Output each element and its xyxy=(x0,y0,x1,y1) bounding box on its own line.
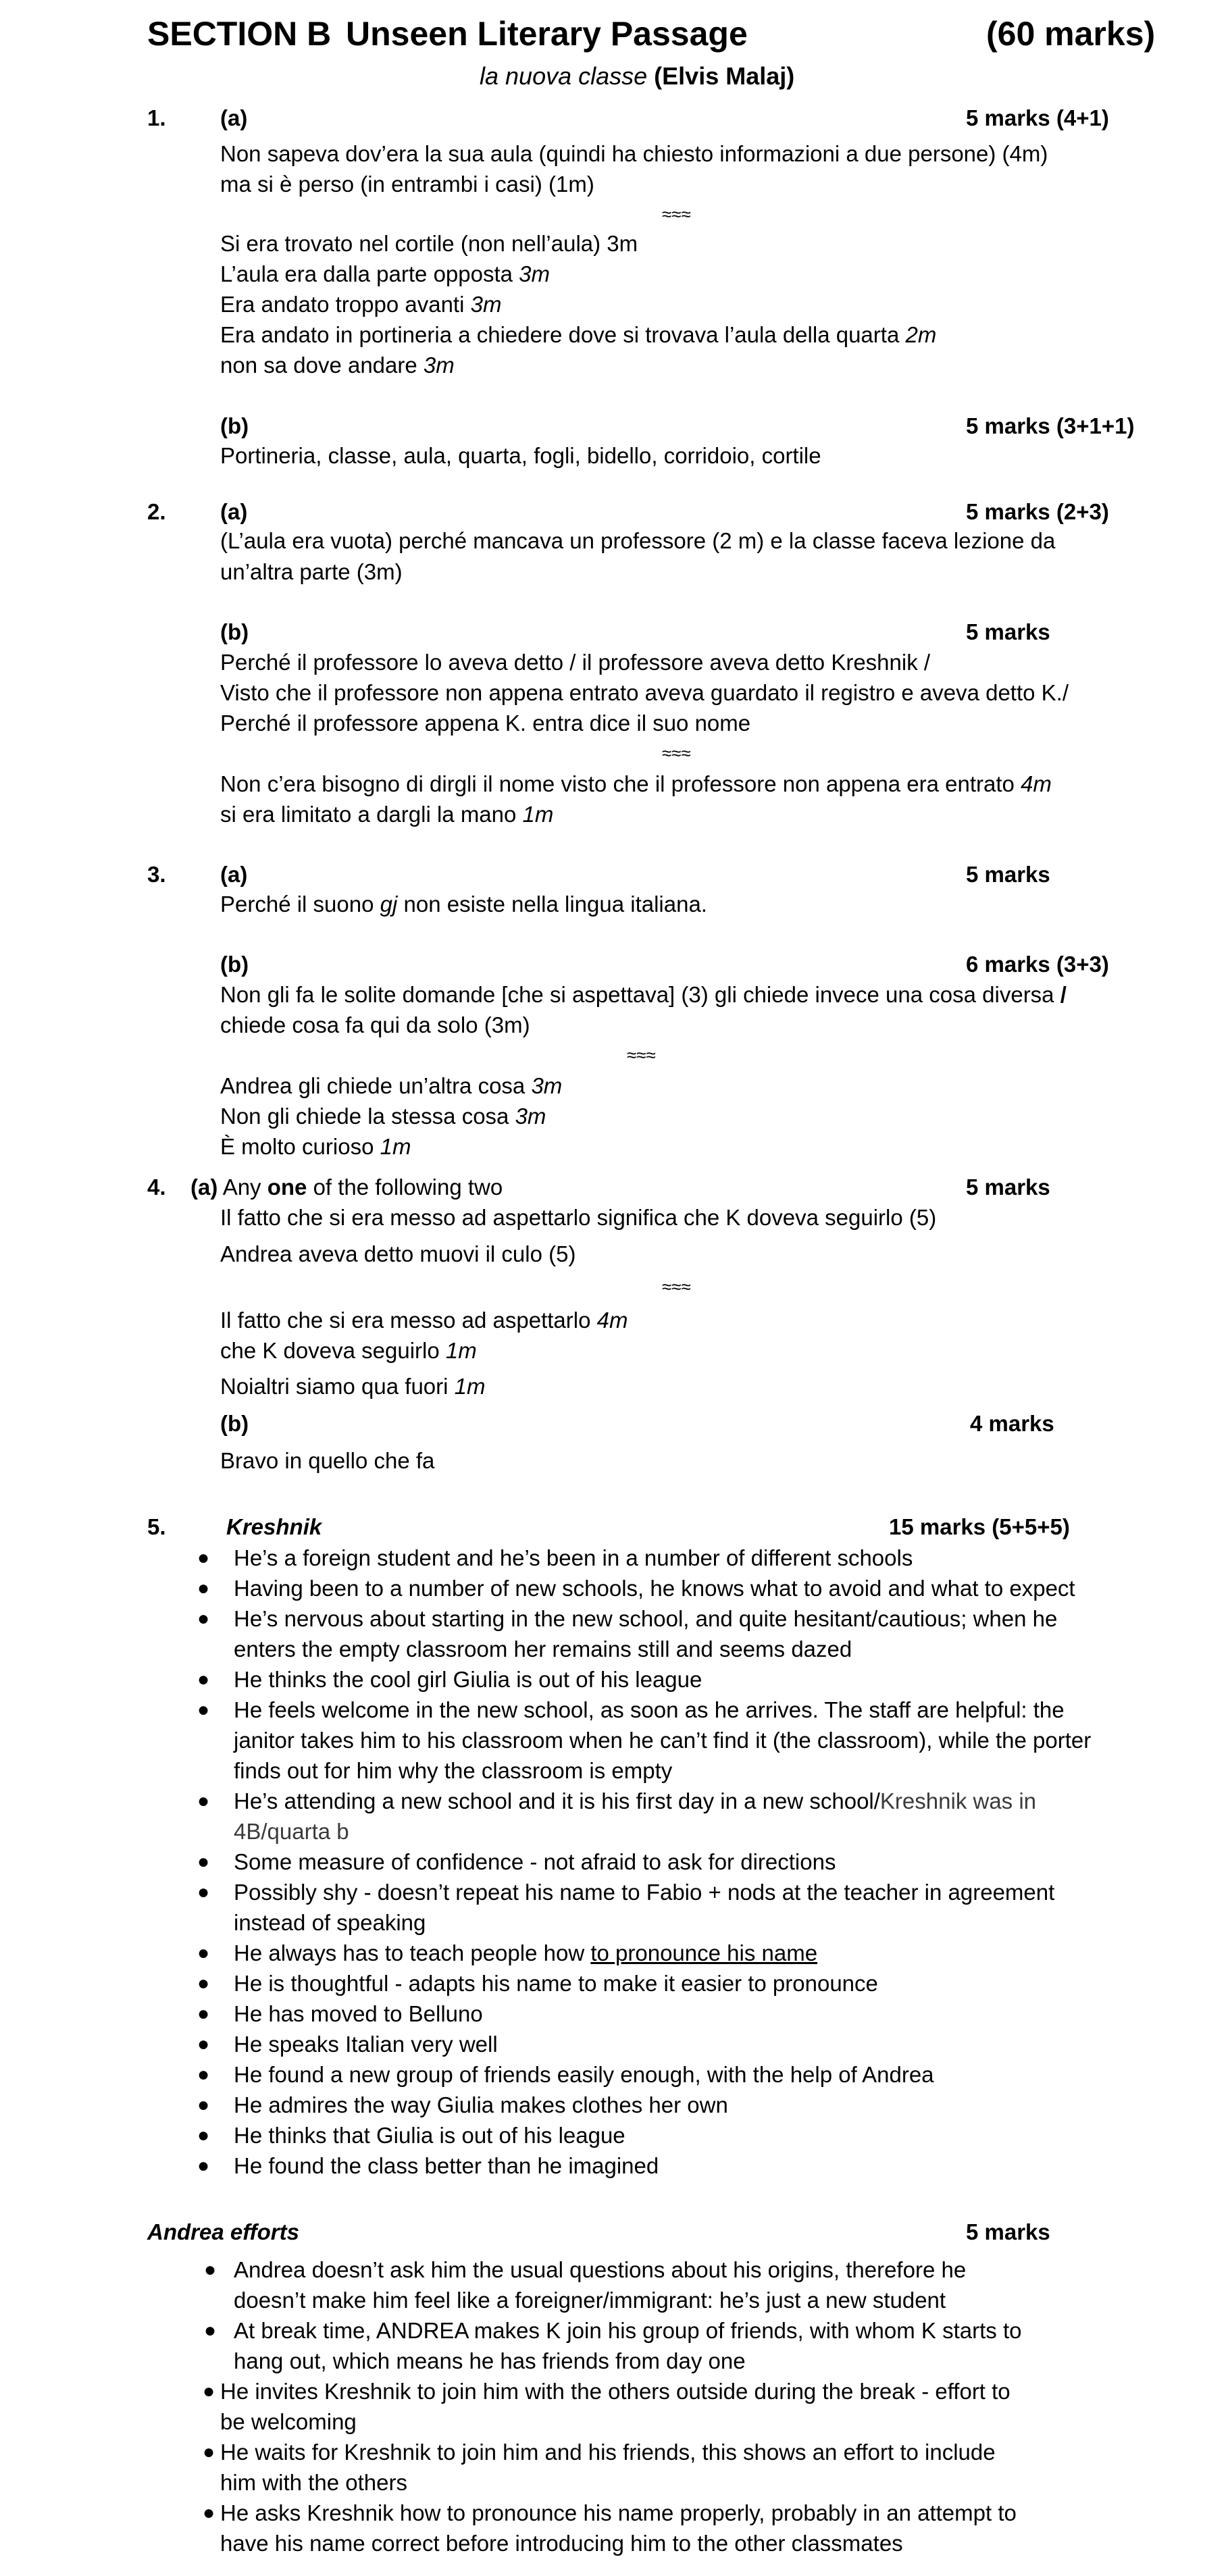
bullet-icon: ● xyxy=(204,2319,217,2342)
q2b-answer-line: Perché il professore lo aveva detto / il professore aveva detto Kreshnik / xyxy=(220,650,931,675)
q1a-alt-line: Si era trovato nel cortile (non nell’aula) 3m xyxy=(220,231,638,256)
bullet-icon: ● xyxy=(197,2155,210,2177)
list-item: He speaks Italian very well xyxy=(234,2032,498,2057)
list-item: He thinks that Giulia is out of his league xyxy=(234,2123,625,2148)
andrea-efforts-marks: 5 marks xyxy=(966,2219,1050,2244)
q5-title: Kreshnik xyxy=(226,1514,322,1539)
bullet-icon: ● xyxy=(203,2380,215,2402)
list-item: He waits for Kreshnik to join him and his friends, this shows an effort to include xyxy=(220,2440,996,2465)
q3b-answer-line: Non gli fa le solite domande [che si aspettava] (3) gli chiede invece una cosa diversa / xyxy=(220,982,1067,1007)
bullet-icon: ● xyxy=(197,2063,210,2086)
q4a-intro: (a) Any one of the following two xyxy=(190,1175,503,1200)
bullet-icon: ● xyxy=(203,2441,215,2463)
list-item: He found the class better than he imagined xyxy=(234,2153,659,2178)
q3-number: 3. xyxy=(147,862,166,887)
q3b-marks: 6 marks (3+3) xyxy=(966,952,1109,977)
passage-subtitle xyxy=(480,61,794,92)
alternative-separator: ≈≈≈ xyxy=(662,204,691,224)
bullet-icon: ● xyxy=(197,1577,210,1599)
list-item: Andrea doesn’t ask him the usual questions about his origins, therefore he xyxy=(234,2257,967,2282)
q1a-alt-line: non sa dove andare 3m xyxy=(220,353,455,378)
list-item: He’s attending a new school and it is his first day in a new school/Kreshnik was in xyxy=(234,1788,1037,1813)
andrea-efforts-title: Andrea efforts xyxy=(147,2219,299,2244)
q1b-marks: 5 marks (3+1+1) xyxy=(966,413,1135,438)
q1a-answer-line: ma si è perso (in entrambi i casi) (1m) xyxy=(220,172,594,197)
q1-number: 1. xyxy=(147,105,166,130)
list-item-continuation: instead of speaking xyxy=(234,1910,426,1935)
bullet-icon: ● xyxy=(197,1942,210,1964)
list-item: He has moved to Belluno xyxy=(234,2001,483,2026)
q2b-marks: 5 marks xyxy=(966,619,1050,644)
q1a-alt-line: L’aula era dalla parte opposta 3m xyxy=(220,261,551,286)
q2a-answer-line: (L’aula era vuota) perché mancava un professore (2 m) e la classe faceva lezione da xyxy=(220,528,1056,553)
list-item-continuation: finds out for him why the classroom is empty xyxy=(234,1758,673,1783)
list-item: He always has to teach people how to pronounce his name xyxy=(234,1940,818,1965)
list-item-continuation: be welcoming xyxy=(220,2409,357,2434)
bullet-icon: ● xyxy=(197,2094,210,2116)
q2a-label: (a) xyxy=(220,499,248,524)
list-item-continuation: enters the empty classroom her remains still and seems dazed xyxy=(234,1637,852,1661)
bullet-icon: ● xyxy=(197,1547,210,1569)
q2b-alt-line: Non c’era bisogno di dirgli il nome visto che il professore non appena era entrato 4m xyxy=(220,771,1052,796)
q4b-label: (b) xyxy=(220,1411,249,1436)
page-title: Unseen Literary Passage xyxy=(346,15,748,53)
q1a-alt-line: Era andato troppo avanti 3m xyxy=(220,292,502,317)
bullet-icon: ● xyxy=(197,2124,210,2146)
bullet-icon: ● xyxy=(203,2502,215,2524)
bullet-icon: ● xyxy=(197,1699,210,1721)
q4a-answer-line: Il fatto che si era messo ad aspettarlo significa che K doveva seguirlo (5) xyxy=(220,1205,937,1230)
q2b-answer-line: Perché il professore appena K. entra dice il suo nome xyxy=(220,711,751,736)
bullet-icon: ● xyxy=(197,2003,210,2025)
q3b-alt-line: Non gli chiede la stessa cosa 3m xyxy=(220,1104,546,1129)
q4b-answer-line: Bravo in quello che fa xyxy=(220,1448,435,1473)
list-item: He admires the way Giulia makes clothes her own xyxy=(234,2092,728,2117)
q4a-alt-line: che K doveva seguirlo 1m xyxy=(220,1338,477,1363)
q1b-answer-line: Portineria, classe, aula, quarta, fogli, bidello, corridoio, cortile xyxy=(220,443,821,468)
alternative-separator: ≈≈≈ xyxy=(662,743,691,763)
list-item-continuation: 4B/quarta b xyxy=(234,1819,349,1844)
bullet-icon: ● xyxy=(197,1607,210,1630)
passage-title: la nuova classe xyxy=(480,62,648,90)
q2b-alt-line: si era limitato a dargli la mano 1m xyxy=(220,802,554,827)
list-item: He’s nervous about starting in the new school, and quite hesitant/cautious; when he xyxy=(234,1606,1058,1631)
list-item: At break time, ANDREA makes K join his group of friends, with whom K starts to xyxy=(234,2318,1022,2343)
total-marks: (60 marks) xyxy=(986,15,1156,53)
q4a-alt-line: Noialtri siamo qua fuori 1m xyxy=(220,1374,486,1399)
q1a-alt-line: Era andato in portineria a chiedere dove si trovava l’aula della quarta 2m xyxy=(220,322,937,347)
list-item-continuation: have his name correct before introducing him to the other classmates xyxy=(220,2531,903,2556)
list-item: He invites Kreshnik to join him with the others outside during the break - effort to xyxy=(220,2379,1010,2404)
q5-number: 5. xyxy=(147,1514,166,1539)
q1a-marks: 5 marks (4+1) xyxy=(966,105,1109,130)
list-item: Possibly shy - doesn’t repeat his name to Fabio + nods at the teacher in agreement xyxy=(234,1880,1055,1905)
q2b-answer-line: Visto che il professore non appena entrato aveva guardato il registro e aveva detto K./ xyxy=(220,680,1069,705)
bullet-icon: ● xyxy=(197,2033,210,2055)
q1a-label: (a) xyxy=(220,105,248,130)
list-item: He feels welcome in the new school, as soon as he arrives. The staff are helpful: the xyxy=(234,1697,1065,1722)
q1a-answer-line: Non sapeva dov’era la sua aula (quindi ha chiesto informazioni a due persone) (4m) xyxy=(220,141,1048,166)
q2a-marks: 5 marks (2+3) xyxy=(966,499,1109,524)
list-item: Having been to a number of new schools, he knows what to avoid and what to expect xyxy=(234,1576,1075,1601)
list-item-continuation: janitor takes him to his classroom when he can’t find it (the classroom), while the porter xyxy=(234,1728,1092,1753)
passage-author: (Elvis Malaj) xyxy=(654,62,795,90)
q3b-answer-line: chiede cosa fa qui da solo (3m) xyxy=(220,1012,530,1037)
q1b-label: (b) xyxy=(220,413,249,438)
q4b-marks: 4 marks xyxy=(970,1411,1054,1436)
q3a-label: (a) xyxy=(220,862,248,887)
list-item-continuation: doesn’t make him feel like a foreigner/immigrant: he’s just a new student xyxy=(234,2288,946,2313)
list-item: Some measure of confidence - not afraid to ask for directions xyxy=(234,1849,836,1874)
list-item-continuation: him with the others xyxy=(220,2470,407,2495)
q2a-answer-line: un’altra parte (3m) xyxy=(220,559,403,584)
bullet-icon: ● xyxy=(197,1972,210,1994)
q3a-marks: 5 marks xyxy=(966,862,1050,887)
list-item: He asks Kreshnik how to pronounce his name properly, probably in an attempt to xyxy=(220,2500,1017,2525)
q4a-marks: 5 marks xyxy=(966,1175,1050,1200)
q4a-alt-line: Il fatto che si era messo ad aspettarlo 4m xyxy=(220,1308,628,1333)
q3b-label: (b) xyxy=(220,952,249,977)
alternative-separator: ≈≈≈ xyxy=(627,1045,656,1065)
list-item-continuation: hang out, which means he has friends from day one xyxy=(234,2348,746,2373)
q4a-answer-line: Andrea aveva detto muovi il culo (5) xyxy=(220,1241,576,1266)
q3b-alt-line: È molto curioso 1m xyxy=(220,1134,411,1159)
alternative-separator: ≈≈≈ xyxy=(662,1277,691,1297)
bullet-icon: ● xyxy=(197,1790,210,1812)
bullet-icon: ● xyxy=(204,2259,217,2281)
q4-number: 4. xyxy=(147,1175,166,1200)
bullet-icon: ● xyxy=(197,1668,210,1691)
bullet-icon: ● xyxy=(197,1881,210,1903)
q3a-answer-line: Perché il suono gj non esiste nella lingua italiana. xyxy=(220,892,707,917)
list-item: He is thoughtful - adapts his name to make it easier to pronounce xyxy=(234,1971,878,1996)
q5-marks: 15 marks (5+5+5) xyxy=(889,1514,1070,1539)
list-item: He thinks the cool girl Giulia is out of his league xyxy=(234,1667,702,1692)
bullet-icon: ● xyxy=(197,1851,210,1873)
q2b-label: (b) xyxy=(220,619,249,644)
list-item: He’s a foreign student and he’s been in a number of different schools xyxy=(234,1545,913,1570)
list-item: He found a new group of friends easily enough, with the help of Andrea xyxy=(234,2062,934,2087)
q2-number: 2. xyxy=(147,499,166,524)
section-label: SECTION B xyxy=(147,15,332,53)
q3b-alt-line: Andrea gli chiede un’altra cosa 3m xyxy=(220,1073,563,1098)
